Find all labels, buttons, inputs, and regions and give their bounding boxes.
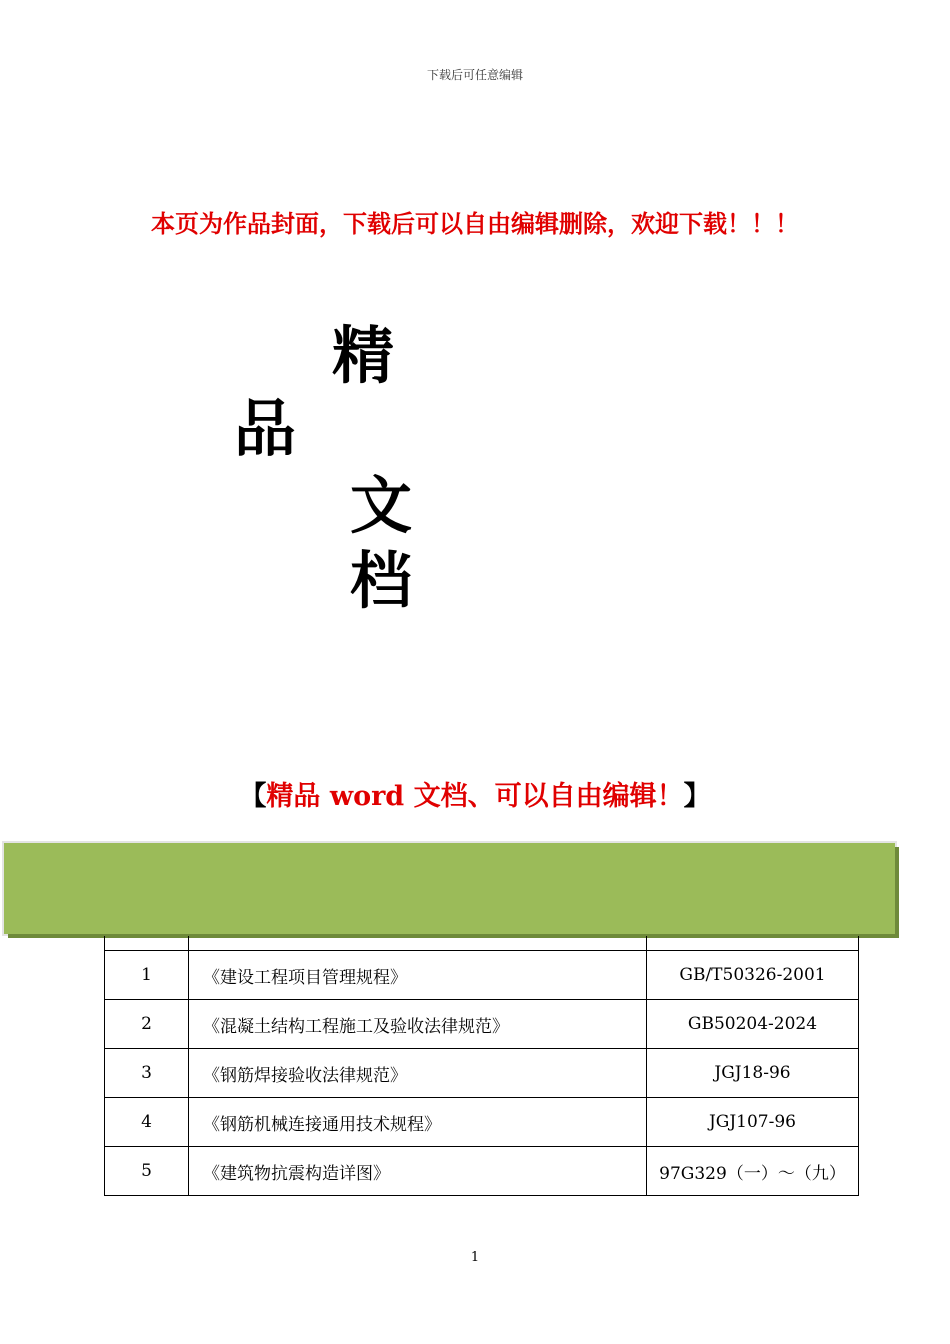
row-standard-code: JGJ107-96 [647, 1098, 859, 1147]
row-standard-code: GB/T50326-2001 [647, 951, 859, 1000]
page-header-note: 下载后可任意编辑 [426, 68, 523, 82]
row-number: 2 [105, 1000, 189, 1049]
title-char-pin: 品 [234, 392, 297, 465]
row-standard-name: 《建筑物抗震构造详图》 [189, 1147, 647, 1196]
title-char-dang: 档 [350, 544, 413, 617]
row-number: 1 [105, 951, 189, 1000]
row-standard-name: 《钢筋机械连接通用技术规程》 [189, 1098, 647, 1147]
row-standard-name: 《混凝土结构工程施工及验收法律规范》 [189, 1000, 647, 1049]
row-standard-name: 《钢筋焊接验收法律规范》 [189, 1049, 647, 1098]
editable-note [0, 774, 950, 813]
title-char-wen: 文 [350, 469, 413, 542]
green-title-bar [4, 843, 895, 934]
row-number: 4 [105, 1098, 189, 1147]
row-standard-name: 《建设工程项目管理规程》 [189, 951, 647, 1000]
cover-banner: 本页为作品封面，下载后可以自由编辑删除，欢迎下载！！！ [151, 210, 799, 238]
table-header-stub [105, 936, 859, 951]
table-row [105, 1098, 859, 1147]
row-standard-code: 97G329（一）～（九） [647, 1147, 859, 1196]
table-row [105, 951, 859, 1000]
table-row [105, 1000, 859, 1049]
row-standard-code: JGJ18-96 [647, 1049, 859, 1098]
bracket-open: 【 [239, 781, 267, 812]
editable-note-text: 精品 word 文档、可以自由编辑！ [266, 781, 684, 812]
table-row [105, 1147, 859, 1196]
page-number: 1 [470, 1250, 480, 1265]
table-row [105, 1049, 859, 1098]
row-standard-code: GB50204-2024 [647, 1000, 859, 1049]
standards-table [104, 936, 859, 1196]
row-number: 5 [105, 1147, 189, 1196]
row-number: 3 [105, 1049, 189, 1098]
title-char-jing: 精 [332, 319, 395, 392]
bracket-close: 】 [683, 781, 711, 812]
